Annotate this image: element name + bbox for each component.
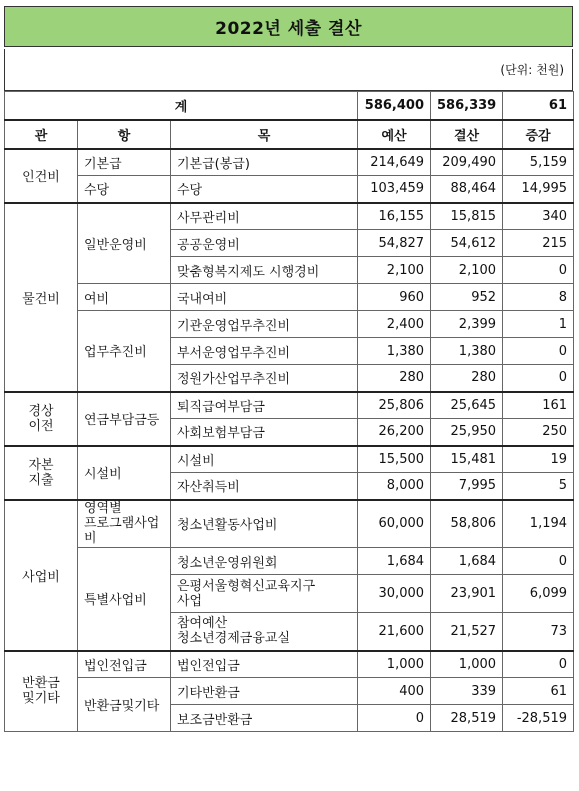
diff-cell: 5 <box>503 473 574 500</box>
table-row <box>5 500 574 548</box>
settlement-cell: 25,645 <box>431 392 503 419</box>
table-row <box>5 284 574 311</box>
table-row <box>5 311 574 338</box>
header-settlement: 결산 <box>431 120 503 149</box>
table-row <box>5 678 574 705</box>
unit-label: (단위: 천원) <box>500 63 564 77</box>
diff-cell: 0 <box>503 257 574 284</box>
diff-cell: 19 <box>503 446 574 473</box>
budget-cell: 15,500 <box>358 446 431 473</box>
unit-label-row <box>4 49 573 91</box>
diff-cell: 161 <box>503 392 574 419</box>
diff-cell: 0 <box>503 365 574 392</box>
group-label: 사업비 <box>5 500 78 651</box>
group-label: 인건비 <box>5 149 78 203</box>
budget-cell: 280 <box>358 365 431 392</box>
total-settlement: 586,339 <box>431 92 503 120</box>
budget-table <box>4 91 574 732</box>
diff-cell: 340 <box>503 203 574 230</box>
hang-label: 업무추진비 <box>78 311 171 392</box>
mok-label: 은평서울형혁신교육지구 사업 <box>171 575 358 613</box>
budget-cell: 26,200 <box>358 419 431 446</box>
header-gwan: 관 <box>5 120 78 149</box>
diff-cell: 0 <box>503 338 574 365</box>
settlement-cell: 1,000 <box>431 651 503 678</box>
settlement-cell: 54,612 <box>431 230 503 257</box>
header-row <box>5 120 574 149</box>
budget-cell: 960 <box>358 284 431 311</box>
mok-label: 국내여비 <box>171 284 358 311</box>
header-diff: 증감 <box>503 120 574 149</box>
mok-label: 기본급(봉급) <box>171 149 358 176</box>
mok-label: 시설비 <box>171 446 358 473</box>
hang-label: 반환금및기타 <box>78 678 171 732</box>
mok-label: 자산취득비 <box>171 473 358 500</box>
table-row <box>5 548 574 575</box>
total-row <box>5 92 574 120</box>
settlement-cell: 1,684 <box>431 548 503 575</box>
diff-cell: 250 <box>503 419 574 446</box>
settlement-cell: 339 <box>431 678 503 705</box>
budget-cell: 25,806 <box>358 392 431 419</box>
budget-cell: 21,600 <box>358 613 431 651</box>
mok-label: 청소년운영위원회 <box>171 548 358 575</box>
hang-label: 수당 <box>78 176 171 203</box>
mok-label: 사회보험부담금 <box>171 419 358 446</box>
diff-cell: 5,159 <box>503 149 574 176</box>
diff-cell: 1 <box>503 311 574 338</box>
budget-cell: 16,155 <box>358 203 431 230</box>
budget-cell: 60,000 <box>358 500 431 548</box>
settlement-cell: 2,399 <box>431 311 503 338</box>
hang-label: 특별사업비 <box>78 548 171 651</box>
settlement-cell: 1,380 <box>431 338 503 365</box>
mok-label: 보조금반환금 <box>171 705 358 732</box>
settlement-cell: 15,815 <box>431 203 503 230</box>
diff-cell: 73 <box>503 613 574 651</box>
settlement-cell: 952 <box>431 284 503 311</box>
mok-label: 퇴직급여부담금 <box>171 392 358 419</box>
budget-cell: 54,827 <box>358 230 431 257</box>
hang-label: 영역별 프로그램사업비 <box>78 500 171 548</box>
table-row <box>5 392 574 419</box>
mok-label: 맞춤형복지제도 시행경비 <box>171 257 358 284</box>
total-budget: 586,400 <box>358 92 431 120</box>
budget-cell: 2,100 <box>358 257 431 284</box>
mok-label: 기관운영업무추진비 <box>171 311 358 338</box>
diff-cell: 6,099 <box>503 575 574 613</box>
total-diff: 61 <box>503 92 574 120</box>
mok-label: 법인전입금 <box>171 651 358 678</box>
group-label: 자본 지출 <box>5 446 78 500</box>
diff-cell: 61 <box>503 678 574 705</box>
group-label: 경상 이전 <box>5 392 78 446</box>
budget-cell: 8,000 <box>358 473 431 500</box>
settlement-cell: 88,464 <box>431 176 503 203</box>
diff-cell: 0 <box>503 548 574 575</box>
settlement-cell: 28,519 <box>431 705 503 732</box>
hang-label: 법인전입금 <box>78 651 171 678</box>
settlement-cell: 209,490 <box>431 149 503 176</box>
budget-cell: 30,000 <box>358 575 431 613</box>
table-row <box>5 651 574 678</box>
header-mok: 목 <box>171 120 358 149</box>
diff-cell: 0 <box>503 651 574 678</box>
budget-cell: 1,000 <box>358 651 431 678</box>
total-label: 계 <box>5 92 358 120</box>
hang-label: 여비 <box>78 284 171 311</box>
mok-label: 사무관리비 <box>171 203 358 230</box>
budget-cell: 2,400 <box>358 311 431 338</box>
budget-cell: 214,649 <box>358 149 431 176</box>
hang-label: 일반운영비 <box>78 203 171 284</box>
mok-label: 수당 <box>171 176 358 203</box>
budget-cell: 1,684 <box>358 548 431 575</box>
diff-cell: 1,194 <box>503 500 574 548</box>
mok-label: 기타반환금 <box>171 678 358 705</box>
diff-cell: -28,519 <box>503 705 574 732</box>
settlement-cell: 2,100 <box>431 257 503 284</box>
budget-cell: 103,459 <box>358 176 431 203</box>
hang-label: 시설비 <box>78 446 171 500</box>
settlement-cell: 21,527 <box>431 613 503 651</box>
group-label: 물건비 <box>5 203 78 392</box>
header-budget: 예산 <box>358 120 431 149</box>
report-title: 2022년 세출 결산 <box>4 6 573 47</box>
diff-cell: 215 <box>503 230 574 257</box>
settlement-cell: 58,806 <box>431 500 503 548</box>
table-row <box>5 203 574 230</box>
hang-label: 연금부담금등 <box>78 392 171 446</box>
header-hang: 항 <box>78 120 171 149</box>
table-row <box>5 176 574 203</box>
group-label: 반환금 및기타 <box>5 651 78 732</box>
budget-cell: 1,380 <box>358 338 431 365</box>
hang-label: 기본급 <box>78 149 171 176</box>
budget-cell: 400 <box>358 678 431 705</box>
settlement-cell: 25,950 <box>431 419 503 446</box>
mok-label: 청소년활동사업비 <box>171 500 358 548</box>
budget-cell: 0 <box>358 705 431 732</box>
diff-cell: 8 <box>503 284 574 311</box>
settlement-cell: 280 <box>431 365 503 392</box>
settlement-cell: 15,481 <box>431 446 503 473</box>
settlement-cell: 7,995 <box>431 473 503 500</box>
table-row <box>5 149 574 176</box>
table-row <box>5 446 574 473</box>
diff-cell: 14,995 <box>503 176 574 203</box>
mok-label: 참여예산 청소년경제금융교실 <box>171 613 358 651</box>
mok-label: 부서운영업무추진비 <box>171 338 358 365</box>
mok-label: 정원가산업무추진비 <box>171 365 358 392</box>
mok-label: 공공운영비 <box>171 230 358 257</box>
settlement-cell: 23,901 <box>431 575 503 613</box>
